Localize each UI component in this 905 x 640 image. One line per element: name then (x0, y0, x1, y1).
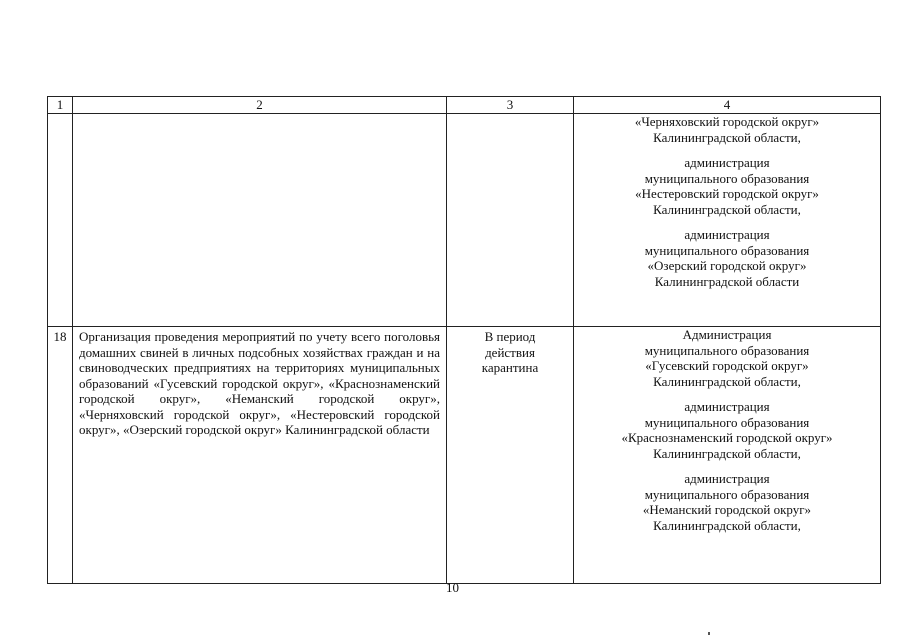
header-col-3: 3 (447, 97, 574, 114)
responsible-entry (578, 114, 876, 145)
row-period-cell (447, 327, 574, 584)
responsible-entry (578, 471, 876, 533)
responsible-line: администрация (684, 471, 770, 486)
row-number-cell (48, 114, 73, 327)
responsible-line: муниципального образования (644, 242, 810, 258)
responsible-line: Калининградской области, (653, 517, 801, 533)
row-responsible-cell (574, 327, 881, 584)
row-period-cell (447, 114, 574, 327)
responsible-line: «Гусевский городской округ» (645, 358, 809, 373)
header-col-2: 2 (73, 97, 447, 114)
responsible-line: муниципального образования (644, 414, 810, 430)
table-row-continuation (48, 114, 881, 327)
responsible-line: Калининградской области, (653, 129, 801, 145)
row-number-cell: 18 (48, 327, 73, 584)
responsible-line: «Черняховский городской округ» (634, 114, 820, 129)
header-col-4: 4 (574, 97, 881, 114)
document-table (47, 96, 881, 584)
row-responsible-cell (574, 114, 881, 327)
row-description-cell (73, 327, 447, 584)
responsible-line: «Неманский городской округ» (642, 502, 812, 517)
table-header-row (48, 97, 881, 114)
responsible-line: «Краснознаменский городской округ» (621, 430, 833, 445)
responsible-entry (578, 399, 876, 461)
responsible-line: администрация (684, 399, 770, 414)
row-description-text: Организация проведения мероприятий по учету всего поголовья домашних свиней в личных подсобных хозяйствах граждан и на свиноводческих предприятиях на территориях муниципальных образований «Гусевский городской округ», «Краснознаменский городской округ», «Неманский городской округ», «Черняховский городской округ», «Нестеровский городской округ», «Озерский городской округ» Калининградской области (79, 329, 440, 437)
responsible-line: администрация (684, 155, 770, 170)
responsible-line: «Нестеровский городской округ» (635, 186, 819, 201)
scan-speck (708, 632, 710, 635)
responsible-line: Калининградской области, (653, 445, 801, 461)
period-line: действия (485, 344, 535, 360)
period-line: В период (484, 329, 536, 344)
responsible-line: Администрация (682, 327, 772, 342)
period-line: карантина (481, 360, 539, 375)
responsible-entry (578, 155, 876, 217)
responsible-line: муниципального образования (644, 170, 810, 186)
responsible-line: администрация (684, 227, 770, 242)
responsible-line: Калининградской области (654, 273, 800, 289)
table-row-18 (48, 327, 881, 584)
responsible-line: «Озерский городской округ» (647, 258, 807, 273)
header-col-1: 1 (48, 97, 73, 114)
responsible-line: Калининградской области, (653, 373, 801, 389)
responsible-line: Калининградской области, (653, 201, 801, 217)
page-number: 10 (446, 580, 459, 595)
responsible-entry (578, 227, 876, 289)
responsible-entry (578, 327, 876, 389)
responsible-line: муниципального образования (644, 486, 810, 502)
row-description-cell (73, 114, 447, 327)
responsible-line: муниципального образования (644, 342, 810, 358)
